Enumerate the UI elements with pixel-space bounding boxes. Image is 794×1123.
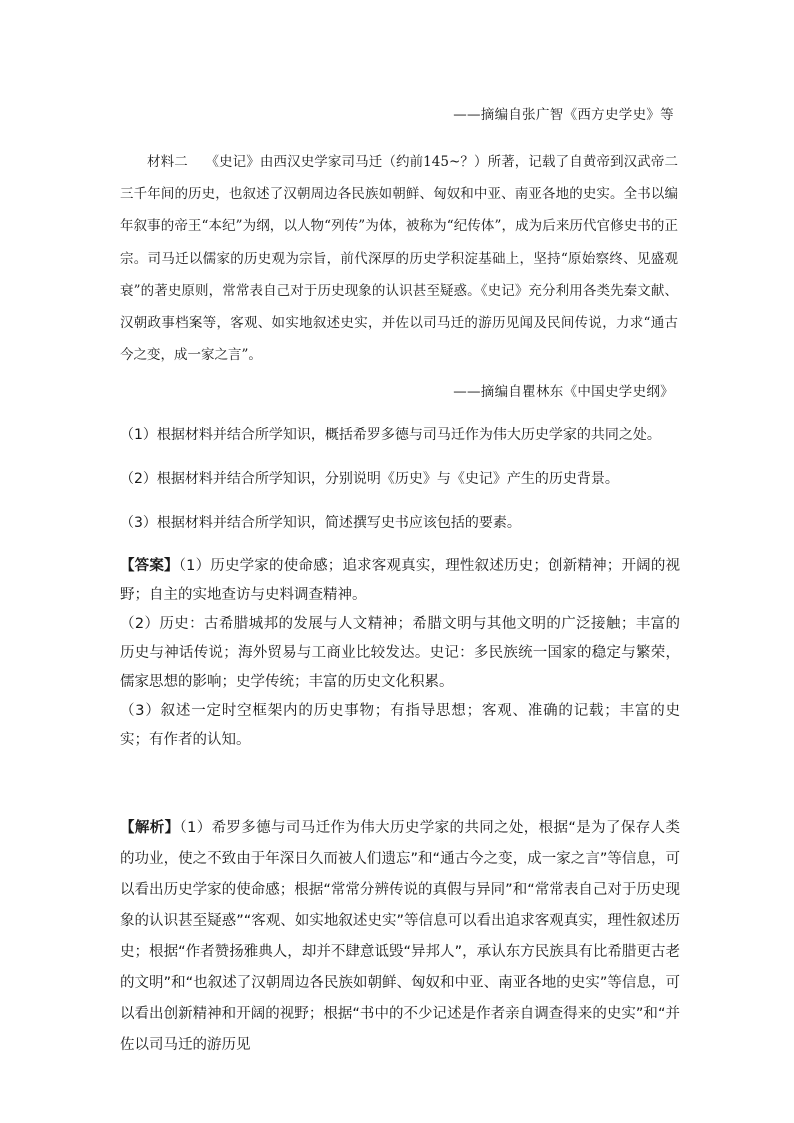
question-2: （2）根据材料并结合所学知识，分别说明《历史》与《史记》产生的历史背景。 bbox=[120, 471, 619, 487]
material-two-label: 材料二 bbox=[147, 154, 188, 170]
source-citation-1: ——摘编自张广智《西方史学史》等 bbox=[453, 107, 674, 123]
material-two-paragraph bbox=[120, 146, 678, 371]
question-1: （1）根据材料并结合所学知识，概括希罗多德与司马迁作为伟大历史学家的共同之处。 bbox=[120, 427, 661, 443]
answer-label: 【答案】 bbox=[120, 558, 179, 574]
question-3: （3）根据材料并结合所学知识，简述撰写史书应该包括的要素。 bbox=[120, 515, 521, 531]
source-citation-2: ——摘编自瞿林东《中国史学史纲》 bbox=[453, 384, 674, 400]
answer-part-1 bbox=[120, 552, 680, 610]
answer-part-3: （3）叙述一定时空框架内的历史事物；有指导思想；客观、准确的记载；丰富的史实；有作者的认知。 bbox=[120, 703, 680, 748]
answer-section bbox=[120, 552, 680, 755]
analysis-section bbox=[120, 813, 680, 1061]
answer-part-2: （2）历史：古希腊城邦的发展与人文精神；希腊文明与其他文明的广泛接触；丰富的历史与神话传说；海外贸易与工商业比较发达。史记：多民族统一国家的稳定与繁荣，儒家思想的影响；史学传统；丰富的历史文化积累。 bbox=[120, 616, 680, 690]
analysis-label: 【解析】 bbox=[120, 820, 180, 836]
answer-part-1-text: （1）历史学家的使命感；追求客观真实，理性叙述历史；创新精神；开阔的视野；自主的实地查访与史料调查精神。 bbox=[120, 558, 680, 603]
analysis-text: （1）希罗多德与司马迁作为伟大历史学家的共同之处，根据“是为了保存人类的功业，使之不致由于年深日久而被人们遗忘”和“通古今之变，成一家之言”等信息，可以看出历史学家的使命感；根据“常常分辨传说的真假与异同”和“常常表自己对于历史现象的认识甚至疑惑”“客观、如实地叙述史实”等信息可以看出追求客观真实，理性叙述历史；根据“作者赞扬雅典人，却并不肆意诋毁“异邦人”，承认东方民族具有比希腊更古老的文明”和“也叙述了汉朝周边各民族如朝鲜、匈奴和中亚、南亚各地的史实”等信息，可以看出创新精神和开阔的视野；根据“书中的不少记述是作者亲自调查得来的史实”和“并佐以司马迁的游历见 bbox=[120, 820, 681, 1053]
material-two-text: 《史记》由西汉史学家司马迁（约前145~？）所著，记载了自黄帝到汉武帝二三千年间的历史，也叙述了汉朝周边各民族如朝鲜、匈奴和中亚、南亚各地的史实。全书以编年叙事的帝王“本纪”为纲，以人物“列传”为体，被称为“纪传体”，成为后来历代官修史书的正宗。司马迁以儒家的历史观为宗旨，前代深厚的历史学积淀基础上，坚持“原始察终、见盛观衰”的著史原则，常常表自己对于历史现象的认识甚至疑惑。《史记》充分利用各类先秦文献、汉朝政事档案等，客观、如实地叙述史实，并佐以司马迁的游历见闻及民间传说，力求“通古今之变，成一家之言”。 bbox=[120, 154, 679, 364]
analysis-paragraph bbox=[120, 813, 680, 1061]
